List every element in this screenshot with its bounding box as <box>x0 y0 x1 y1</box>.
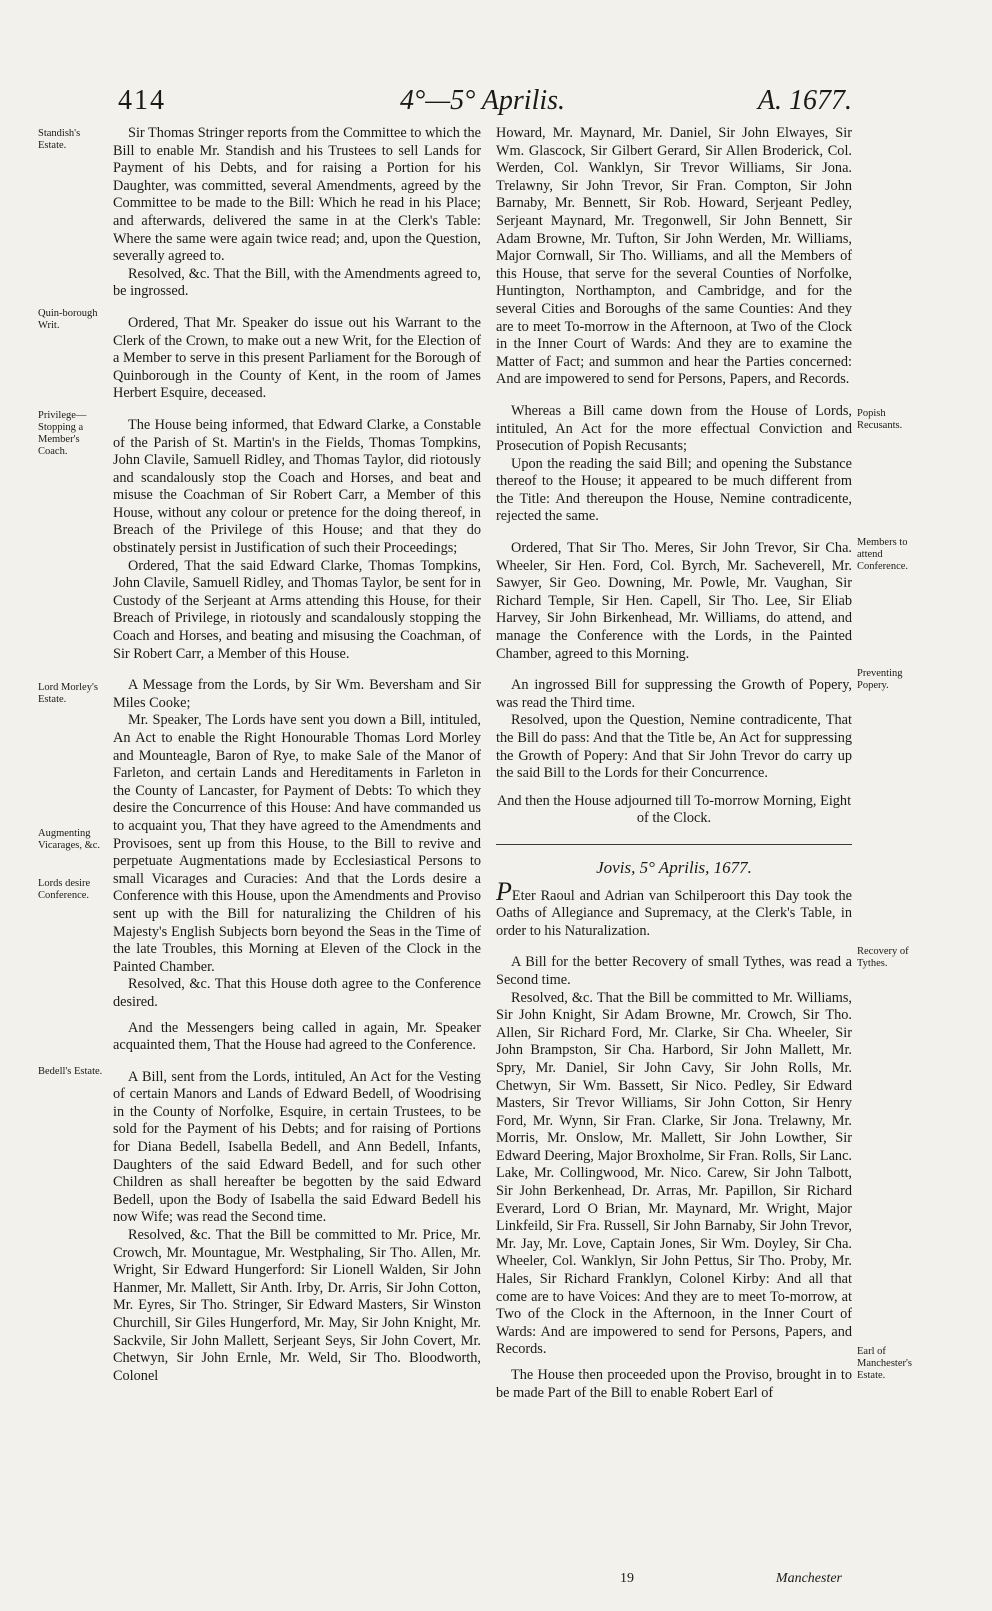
paragraph: An ingrossed Bill for suppressing the Growth of Popery, was read the Third time. <box>496 677 852 711</box>
margin-note-privilege: Privilege—Stopping a Member's Coach. <box>38 410 87 457</box>
paragraph: The House being informed, that Edward Clarke, a Constable of the Parish of St. Martin's in the Fields, Thomas Tompkins, John Clavile, Samuell Ridley, and Thomas Taylor, did riotously and scandalously stop the Coach and Horses, and beat and misuse the Coachman of Sir Robert Carr, a Member of this House, without any colour or pretence for the doing thereof, in Breach of the Privilege of this House; and that they do obstinately persist in Justification of such their Proceedings; <box>113 416 481 557</box>
page-footer <box>620 1571 860 1593</box>
catchword: Manchester <box>775 1571 842 1586</box>
paragraph: The House then proceeded upon the Proviso, brought in to be made Part of the Bill to enable Robert Earl of <box>496 1367 852 1401</box>
margin-note-morley: Lord Morley's Estate. <box>38 682 98 705</box>
right-column <box>496 125 852 1402</box>
paragraph: Sir Thomas Stringer reports from the Committee to which the Bill to enable Mr. Standish and his Trustees to sell Lands for Payment of his Debts, and for raising a Portion for his Daughter, was committed, several Amendments, agreed by the Committee to be made to the Bill: Which he read in his Place; and afterwards, delivered the same in at the Clerk's Table: Where the same were again twice read; and, upon the Question, severally agreed to. <box>113 125 481 265</box>
page-header <box>110 84 870 128</box>
paragraph: Upon the reading the said Bill; and opening the Substance thereof to the House; it appeared to be much different from the Title: And thereupon the House, Nemine contradicente, rejected the same. <box>496 455 852 525</box>
paragraph: Resolved, &c. That this House doth agree to the Conference desired. <box>113 976 481 1010</box>
left-column <box>113 125 481 1385</box>
paragraph: A Bill, sent from the Lords, intituled, An Act for the Vesting of certain Manors and Lands of Edward Bedell, of Woodrising in the County of Norfolke, Esquire, in certain Trustees, to be sold for the Payment of his Debts; and for raising of Portions for Diana Bedell, Isabella Bedell, and Ann Bedell, Infants, Daughters of the said Edward Bedell, and for such other Children as shall hereafter be begotten by the said Edward Bedell, upon the Body of Isabella the said Edward Bedell his now Wife; was read the Second time. <box>113 1068 481 1226</box>
margin-note-popish: Popish Recusants. <box>857 408 903 431</box>
paragraph: Resolved, &c. That the Bill, with the Amendments agreed to, be ingrossed. <box>113 265 481 300</box>
paragraph: Mr. Speaker, The Lords have sent you down a Bill, intituled, An Act to enable the Right Honourable Thomas Lord Morley and Mounteagle, Baron of Rye, to make Sale of the Manor of Farleton, and certain Lands and Hereditaments in Farleton in the County of Lancaster, for Payment of Debts: To which they desire the Concurrence of this House: And have commanded us to acquaint you, That they have agreed to the Amendments and Provisoes, sent up from this House, to the Bill to revive and perpetuate Augmentations made by Ecclesiastical Persons to small Vicarages and Curacies: And that the Lords desire a Conference with this House, upon the Amendments and Proviso sent up with the Bill for naturalizing the Children of his Majesty's English Subjects born beyond the Seas in the Time of the late Troubles, this Morning at Eleven of the Clock in the Painted Chamber. <box>113 712 481 975</box>
paragraph: A Message from the Lords, by Sir Wm. Beversham and Sir Miles Cooke; <box>113 677 481 711</box>
margin-note-augmenting: Augmenting Vicarages, &c. <box>38 828 101 851</box>
margin-note-bedell: Bedell's Estate. <box>38 1066 103 1077</box>
paragraph: Whereas a Bill came down from the House of Lords, intituled, An Act for the more effectual Conviction and Prosecution of Popish Recusants; <box>496 402 852 455</box>
paragraph: And the Messengers being called in again, Mr. Speaker acquainted them, That the House had agreed to the Conference. <box>113 1019 481 1054</box>
margin-note-quinborough: Quin-borough Writ. <box>38 308 98 331</box>
header-date: 4°—5° Aprilis. <box>400 85 566 116</box>
section-divider <box>496 844 852 845</box>
adjournment-note: And then the House adjourned till To-morrow Morning, Eight of the Clock. <box>496 792 852 827</box>
page-number: 414 <box>118 85 166 116</box>
margin-note-lords-desire: Lords desire Conference. <box>38 878 91 901</box>
margin-note-tythes: Recovery of Tythes. <box>857 946 909 969</box>
paragraph: Howard, Mr. Maynard, Mr. Daniel, Sir John Elwayes, Sir Wm. Glascock, Sir Gilbert Gerard, Sir Allen Broderick, Col. Werden, Col. Wanklyn, Sir Trevor Williams, Sir Jona. Trelawny, Sir John Trevor, Sir Fran. Compton, Sir John Barnaby, Mr. Bennett, Sir Rob. Howard, Serjeant Pedley, Serjeant Maynard, Mr. Tregonwell, Sir John Bennett, Sir Adam Browne, Mr. Tufton, Sir John Werden, Mr. Williams, Major Cornwall, Sir Tho. Williams, and all the Members of this House, that serve for the several Counties of Norfolke, Huntington, Northampton, and Cambridge, and for the several Cities and Boroughs of the same Counties: And they are to meet To-morrow in the Afternoon, at Two of the Clock in the Inner Court of Wards: And they are to examine the Matter of Fact; and summon and hear the Parties concerned: And are impowered to send for Persons, Papers, and Records. <box>496 125 852 388</box>
paragraph: Resolved, &c. That the Bill be committed to Mr. Williams, Sir John Knight, Sir Adam Browne, Mr. Crowch, Sir Tho. Allen, Sir Richard Ford, Mr. Clarke, Sir Cha. Wheeler, Sir John Brampston, Sir Cha. Harbord, Sir John Mallett, Mr. Spry, Mr. Daniel, Sir John Cavy, Sir John Rolls, Mr. Chetwyn, Sir Wm. Bassett, Sir Nico. Pedley, Sir Edward Masters, Sir Trevor Williams, Sir John Cotton, Sir Henry Ford, Mr. Wynn, Sir Fran. Clarke, Sir Jona. Trelawny, Mr. Morris, Mr. Onslow, Mr. Mallett, Sir John Lowther, Sir Edward Deering, Major Broxholme, Sir Fran. Rolls, Sir Lanc. Lake, Mr. Collingwood, Mr. Nico. Carew, Sir John Talbott, Sir John Berkenhead, Dr. Arras, Mr. Papillon, Sir Richard Everard, Lord O Brian, Mr. Maynard, Mr. Wright, Major Linkfeild, Sir Fra. Russell, Sir John Barnaby, Sir John Trevor, Mr. Jay, Mr. Love, Captain Jones, Sir Wm. Doyley, Sir Cha. Wheeler, Col. Wanklyn, Sir John Pettus, Sir Tho. Proby, Mr. Hales, Sir Richard Franklyn, Colonel Kirby: And all that come are to have Voices: And they are to meet To-morrow, at Two of the Clock in the Afternoon, in the Inner Court of Wards: And are impowered to send for Persons, Papers, and Records. <box>496 989 852 1358</box>
paragraph: Ordered, That Sir Tho. Meres, Sir John Trevor, Sir Cha. Wheeler, Sir Hen. Ford, Col. Byrch, Mr. Sacheverell, Mr. Sawyer, Sir Geo. Downing, Mr. Powle, Mr. Vaughan, Sir Richard Temple, Sir Hen. Capell, Sir Tho. Lee, Sir Eliab Harvey, Sir John Birkenhead, Mr. Williams, do attend, and manage the Conference with the Lords, in the Painted Chamber, agreed to this Morning. <box>496 540 852 662</box>
margin-note-members-conference: Members to attend Conference. <box>857 537 909 572</box>
header-year: A. 1677. <box>757 85 852 116</box>
paragraph: Ordered, That the said Edward Clarke, Thomas Tompkins, John Clavile, Samuell Ridley, and Thomas Taylor, be sent for in Custody of the Serjeant at Arms attending this House, for their Breach of Privilege, in riotously and scandalously stopping the Coach and Horses, and beating and misusing the Coachman, of Sir Robert Carr, a Member of this House. <box>113 557 481 662</box>
paragraph: Ordered, That Mr. Speaker do issue out his Warrant to the Clerk of the Crown, to make out a new Writ, for the Election of a Member to serve in this present Parliament for the Borough of Quinborough in the County of Kent, in the room of James Herbert Esquire, deceased. <box>113 314 481 402</box>
paragraph-text: Eter Raoul and Adrian van Schilperoort this Day took the Oaths of Allegiance and Supremacy, at the Clerk's Table, in order to his Naturalization. <box>496 887 852 939</box>
day-heading: Jovis, 5° Aprilis, 1677. <box>596 857 752 877</box>
paragraph: Resolved, upon the Question, Nemine contradicente, That the Bill do pass: And that the Title be, An Act for suppressing the Growth of Popery: And that Sir John Trevor do carry up the said Bill to the Lords for their Concurrence. <box>496 712 852 782</box>
margin-note-preventing: Preventing Popery. <box>857 668 903 691</box>
margin-note-manchester: Earl of Manchester's Estate. <box>857 1346 912 1381</box>
margin-note-standish: Standish's Estate. <box>38 128 81 151</box>
paragraph: A Bill for the better Recovery of small Tythes, was read a Second time. <box>496 954 852 988</box>
signature-mark: 19 <box>620 1571 634 1586</box>
paragraph: Resolved, &c. That the Bill be committed to Mr. Price, Mr. Crowch, Mr. Mountague, Mr. Westphaling, Sir Tho. Allen, Mr. Wright, Sir Edward Hungerford: Sir Lionell Walden, Sir John Hanmer, Mr. Mallett, Sir Anth. Irby, Dr. Arris, Sir John Cotton, Mr. Eyres, Sir Tho. Stringer, Sir Edward Masters, Sir Winston Churchill, Sir Giles Hungerford, Mr. May, Sir John Knight, Mr. Sackvile, Sir John Mallett, Serjeant Seys, Sir John Covert, Mr. Chetwyn, Sir John Ernle, Mr. Weld, Sir Tho. Bloodworth, Colonel <box>113 1227 481 1384</box>
paragraph <box>496 876 852 941</box>
drop-cap: P <box>496 876 512 906</box>
